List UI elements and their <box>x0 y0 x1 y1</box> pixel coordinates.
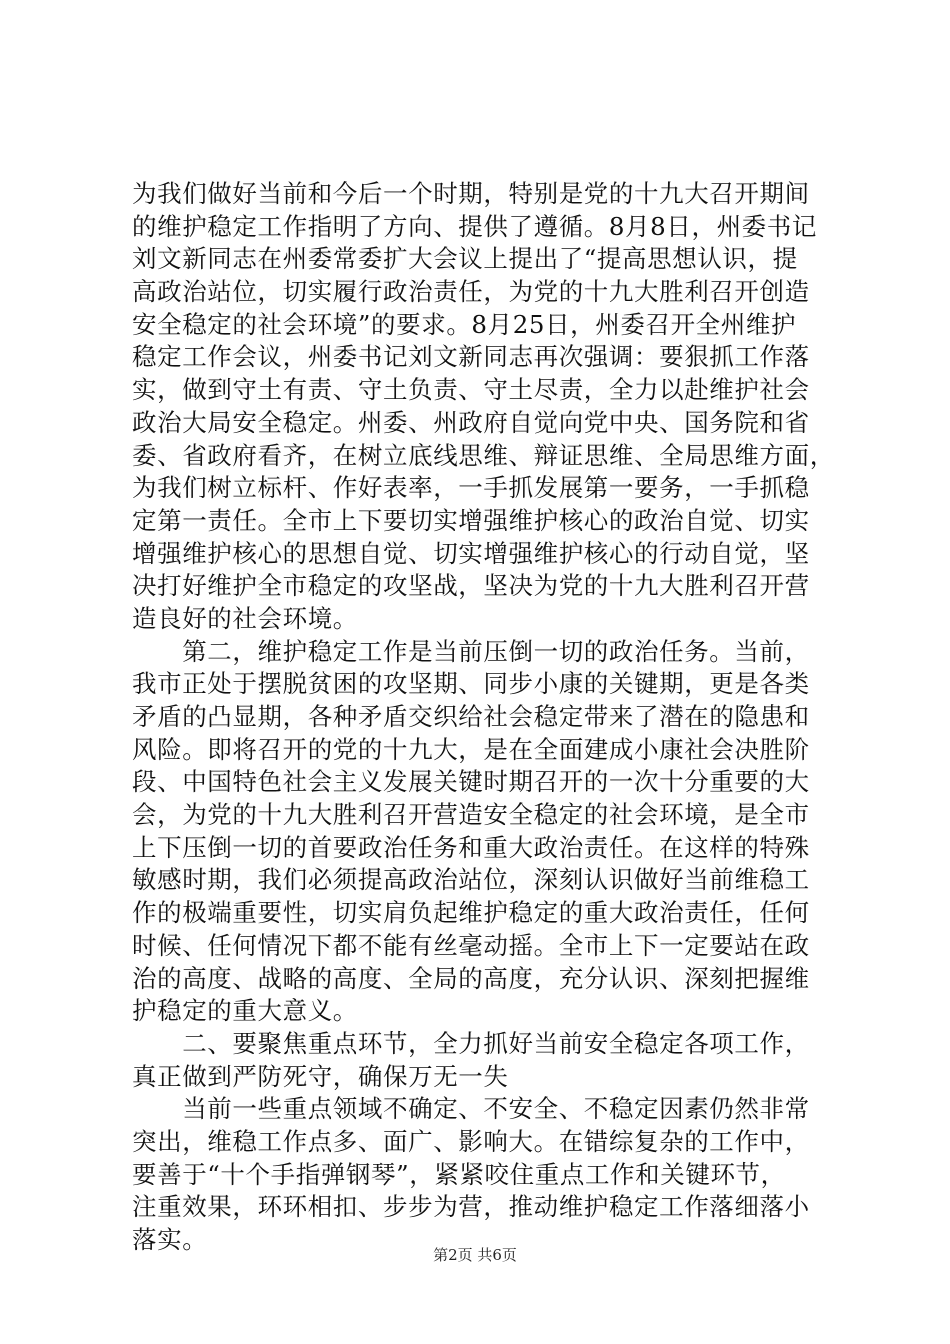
text-line: 定第一责任。全市上下要切实增强维护核心的政治自觉、切实 <box>132 505 810 535</box>
text-line: 稳定工作会议，州委书记刘文新同志再次强调：要狠抓工作落 <box>132 342 810 372</box>
text-line: 会，为党的十九大胜利召开营造安全稳定的社会环境，是全市 <box>132 800 810 830</box>
text-line: 高政治站位，切实履行政治责任，为党的十九大胜利召开创造 <box>132 277 810 307</box>
text-line: 要善于“十个手指弹钢琴”，紧紧咬住重点工作和关键环节， <box>132 1159 786 1189</box>
text-line: 段、中国特色社会主义发展关键时期召开的一次十分重要的大 <box>132 767 810 797</box>
text-line: 矛盾的凸显期，各种矛盾交织给社会稳定带来了潜在的隐患和 <box>132 702 810 731</box>
text-line: 决打好维护全市稳定的攻坚战，坚决为党的十九大胜利召开营 <box>132 571 810 601</box>
text-line: 时候、任何情况下都不能有丝毫动摇。全市上下一定要站在政 <box>132 930 810 960</box>
text-line: 护稳定的重大意义。 <box>132 996 358 1026</box>
text-line: 注重效果，环环相扣、步步为营，推动维护稳定工作落细落小 <box>132 1192 810 1222</box>
text-line: 落实。 <box>132 1225 208 1254</box>
text-line: 第二，维护稳定工作是当前压倒一切的政治任务。当前， <box>132 636 810 666</box>
text-line: 治的高度、战略的高度、全局的高度，充分认识、深刻把握维 <box>132 963 810 993</box>
section-heading-line: 二、要聚焦重点环节，全力抓好当前安全稳定各项工作， <box>132 1028 810 1058</box>
text-line: 为我们做好当前和今后一个时期，特别是党的十九大召开期间 <box>132 179 810 208</box>
text-line: 刘文新同志在州委常委扩大会议上提出了“提高思想认识，提 <box>132 244 798 274</box>
text-line: 上下压倒一切的首要政治任务和重大政治责任。在这样的特殊 <box>132 832 810 862</box>
text-line: 实，做到守土有责、守土负责、守土尽责，全力以赴维护社会 <box>132 375 810 405</box>
text-line: 增强维护核心的思想自觉、切实增强维护核心的行动自觉，坚 <box>132 538 810 568</box>
text-line: 政治大局安全稳定。州委、州政府自觉向党中央、国务院和省 <box>132 407 810 437</box>
text-line: 作的极端重要性，切实肩负起维护稳定的重大政治责任，任何 <box>132 898 810 928</box>
text-line: 我市正处于摆脱贫困的攻坚期、同步小康的关键期，更是各类 <box>132 669 810 699</box>
text-line: 安全稳定的社会环境”的要求。8月25日，州委召开全州维护 <box>132 309 797 339</box>
text-line: 委、省政府看齐，在树立底线思维、辩证思维、全局思维方面， <box>132 440 835 470</box>
text-line: 风险。即将召开的党的十九大，是在全面建成小康社会决胜阶 <box>132 734 810 764</box>
text-line: 的维护稳定工作指明了方向、提供了遵循。8月8日，州委书记 <box>132 211 817 241</box>
text-line: 当前一些重点领域不确定、不安全、不稳定因素仍然非常 <box>132 1094 810 1124</box>
section-heading-line: 真正做到严防死守，确保万无一失 <box>132 1061 509 1091</box>
text-line: 为我们树立标杆、作好表率，一手抓发展第一要务，一手抓稳 <box>132 473 810 503</box>
document-body <box>132 178 835 1257</box>
text-line: 敏感时期，我们必须提高政治站位，深刻认识做好当前维稳工 <box>132 865 810 895</box>
text-line: 造良好的社会环境。 <box>132 603 358 633</box>
text-line: 突出，维稳工作点多、面广、影响大。在错综复杂的工作中， <box>132 1126 810 1156</box>
page-number-footer: 第2页 共6页 <box>433 1246 517 1264</box>
